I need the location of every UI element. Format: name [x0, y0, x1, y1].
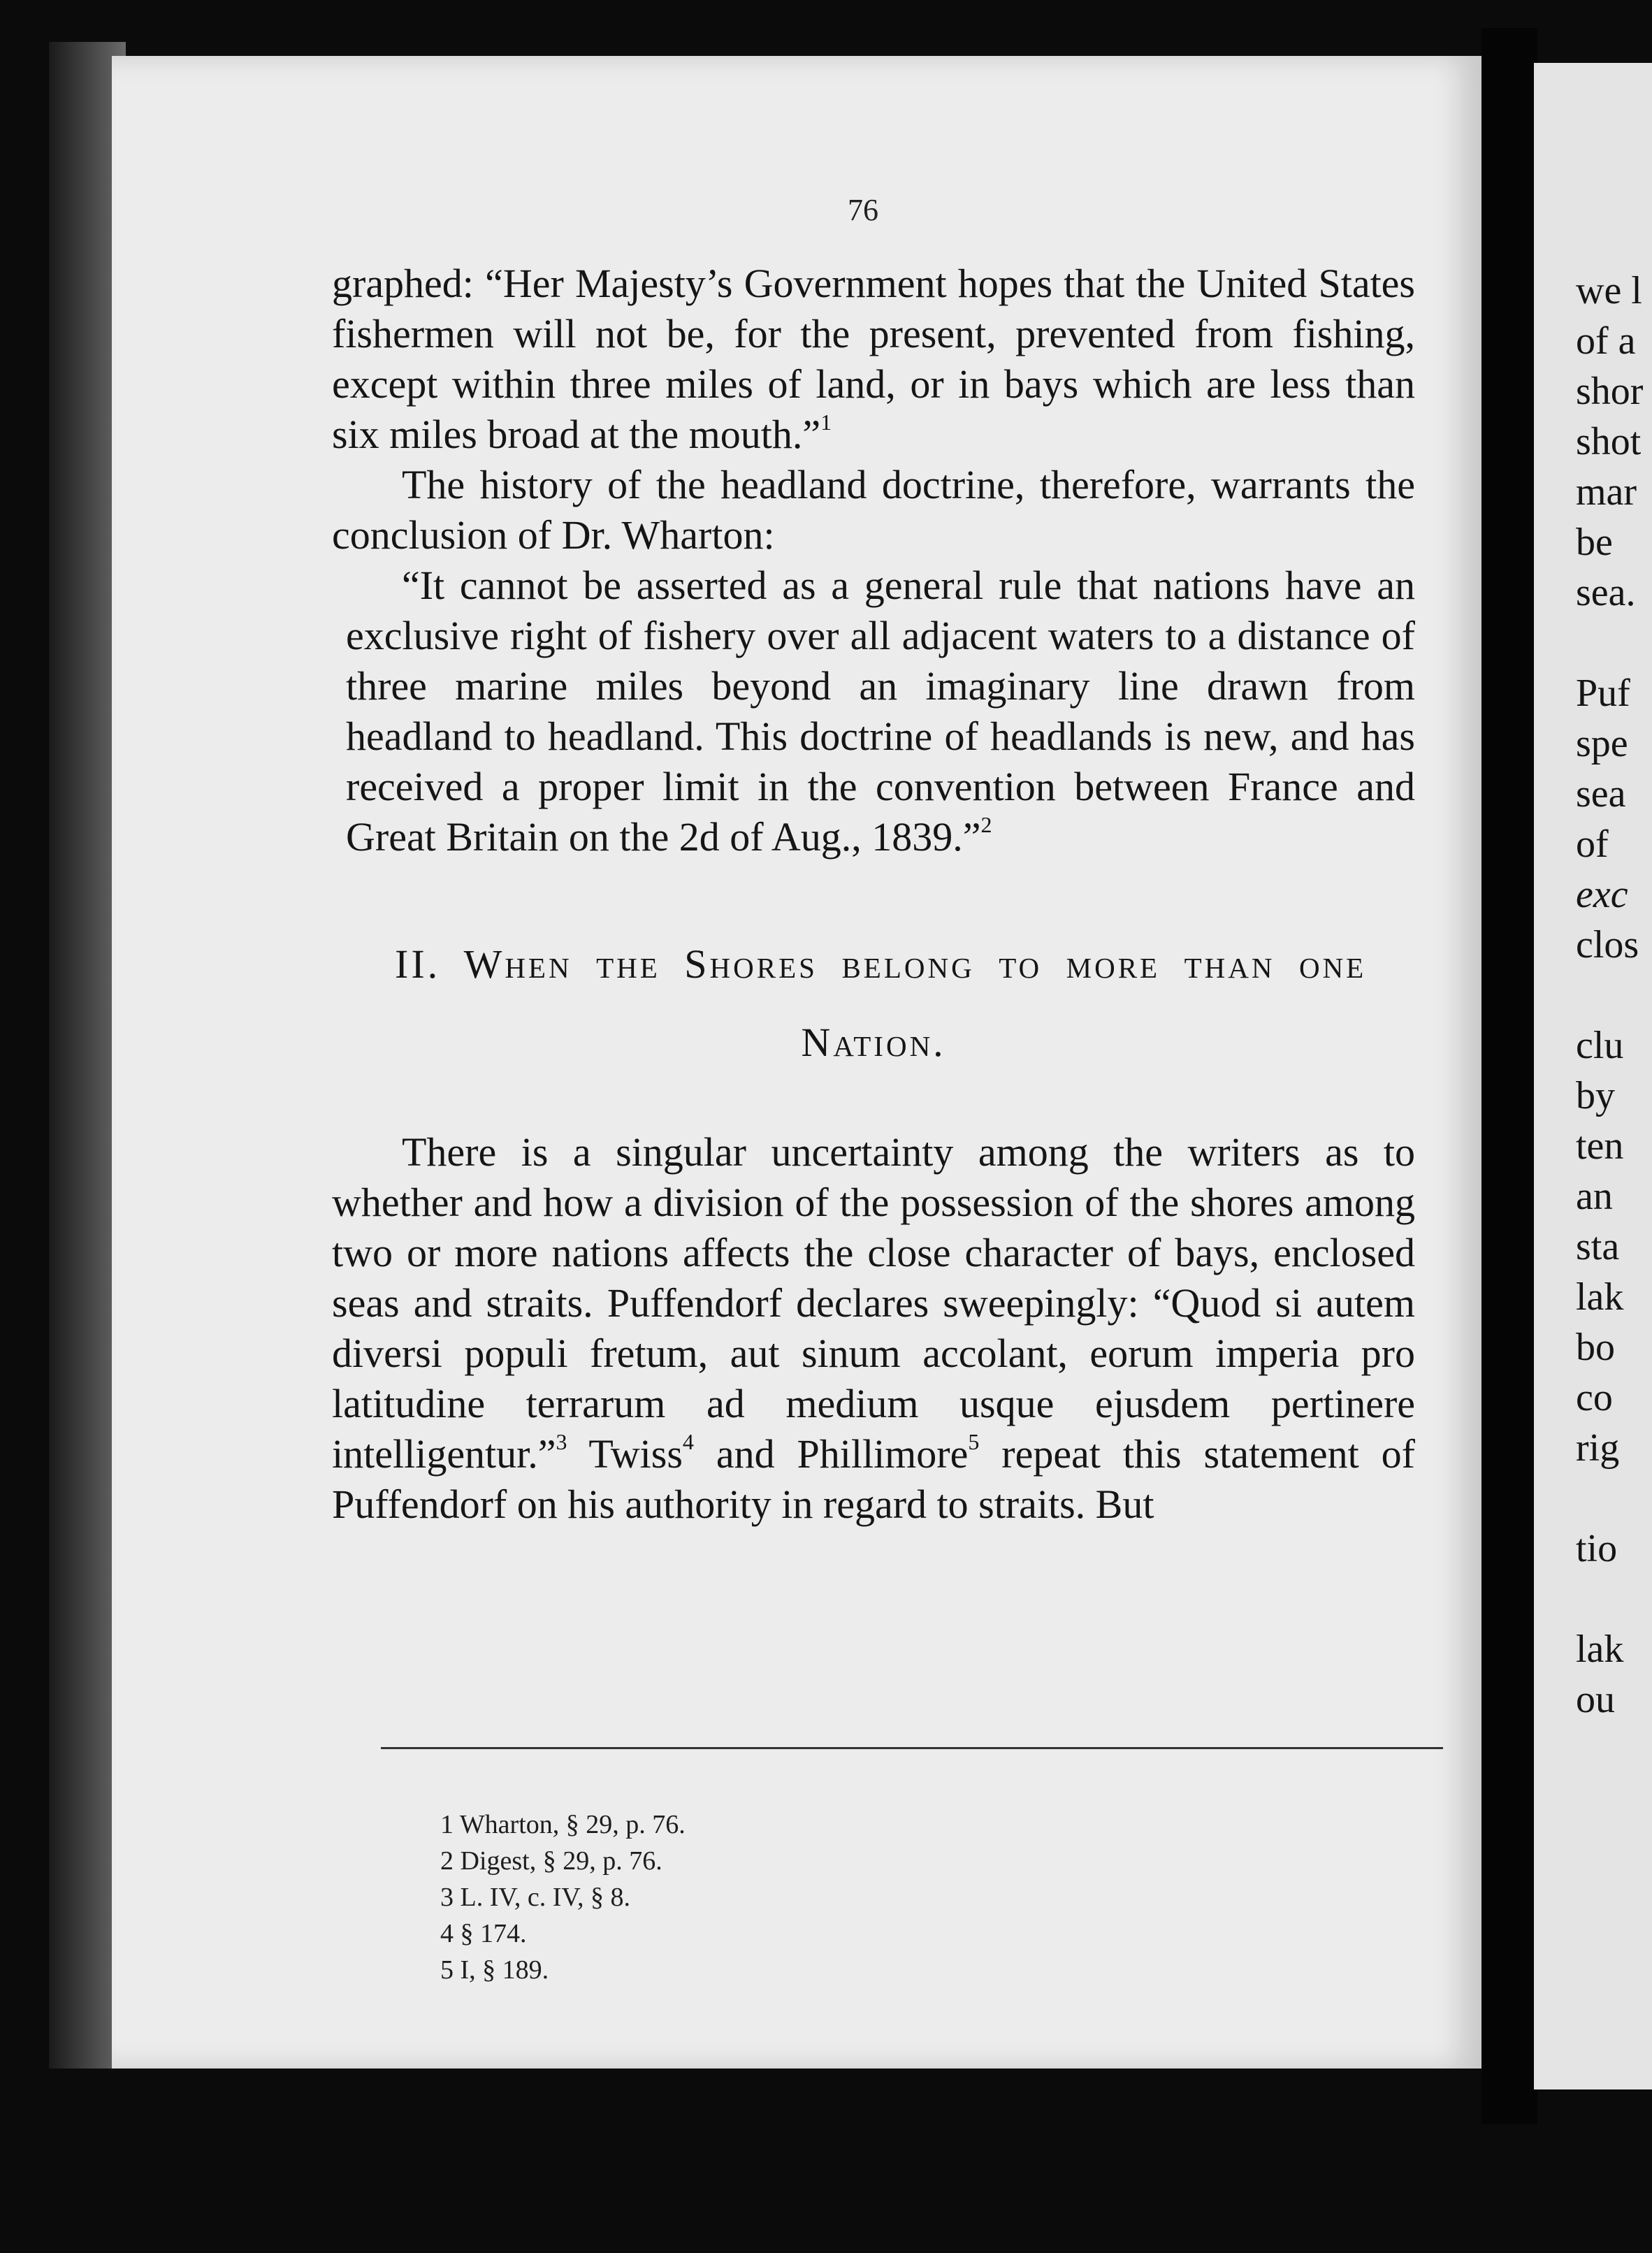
- right-page-line: [1576, 970, 1652, 1020]
- quote-text: “It cannot be asserted as a general rule that nations have an exclusive right of fishery over all adjacent waters to a distance of three marine miles beyond an imaginary line drawn from headland to headland. This doctrine of headlands is new, and has received a proper limit in the convention between France and Great Britain on the 2d of Aug., 1839.”: [346, 563, 1415, 860]
- footnote-ref-1: 1: [820, 410, 832, 435]
- right-page-line: we l: [1576, 269, 1642, 312]
- paragraph-4-text-b: Twiss: [567, 1431, 683, 1477]
- right-page-line: by: [1576, 1074, 1615, 1117]
- right-page-text-fragments: [1576, 266, 1652, 1725]
- right-page-line: bo: [1576, 1326, 1615, 1369]
- footnote-1: 1 Wharton, § 29, p. 76.: [440, 1810, 686, 1839]
- book-gutter: [1481, 28, 1537, 2124]
- right-page-line: an: [1576, 1175, 1613, 1218]
- right-page-line: co: [1576, 1376, 1613, 1419]
- paragraph-4: [332, 1127, 1415, 1530]
- right-page-line: [1576, 1473, 1652, 1523]
- footnote-ref-5: 5: [968, 1429, 980, 1454]
- footnote-ref-3: 3: [556, 1429, 567, 1454]
- section-heading-continued: Nation.: [801, 1020, 946, 1065]
- footnote-divider: [381, 1747, 1443, 1749]
- right-page-line: rig: [1576, 1426, 1620, 1470]
- paragraph-1-text: graphed: “Her Majesty’s Government hopes that the United States fishermen will not be, for the present, prevented from fishing, except within three miles of land, or in bays which are less than six miles broad at the mouth.”: [332, 261, 1415, 457]
- paragraph-4-text-a: There is a singular uncertainty among the writers as to whether and how a division of the possession of the shores among two or more nations affects the close character of bays, enclosed seas and straits. Puffendorf declares sweepingly: “Quod si autem diversi populi fretum, aut sinum accolant, eorum imperia pro latitudine terrarum ad medium usque ejusdem pertinere intelligentur.”: [332, 1129, 1415, 1477]
- paragraph-2: The history of the headland doctrine, therefore, warrants the conclusion of Dr. Wharton:: [332, 462, 1415, 558]
- section-heading: II. When the Shores belong to more than one: [395, 941, 1367, 987]
- body-text: [332, 259, 1415, 1530]
- right-page-line: sea: [1576, 772, 1626, 816]
- right-page-line: shot: [1576, 420, 1642, 463]
- right-page-line: spe: [1576, 722, 1628, 765]
- right-page-line: clos: [1576, 923, 1639, 966]
- right-page-line: mar: [1576, 470, 1637, 514]
- right-page-line: of: [1576, 823, 1609, 866]
- footnote-2: 2 Digest, § 29, p. 76.: [440, 1846, 662, 1876]
- footnote-4: 4 § 174.: [440, 1919, 527, 1948]
- paragraph-4-text-d: repeat this statement of Puffendorf on his authority in regard to straits. But: [332, 1431, 1415, 1527]
- right-page-line: tio: [1576, 1527, 1618, 1570]
- page-number: 76: [848, 193, 878, 227]
- right-page-line: clu: [1576, 1024, 1624, 1067]
- right-page-line: [1576, 618, 1652, 668]
- footnote-ref-2: 2: [980, 812, 992, 837]
- right-page-line: sta: [1576, 1225, 1620, 1268]
- right-page-line: shor: [1576, 370, 1644, 413]
- footnote-5: 5 I, § 189.: [440, 1955, 549, 1985]
- right-page-line: Puf: [1576, 672, 1630, 715]
- right-page-line: lak: [1576, 1275, 1624, 1319]
- right-page-line: of a: [1576, 319, 1636, 363]
- right-page-line: lak: [1576, 1628, 1624, 1671]
- right-page-line: sea.: [1576, 571, 1636, 614]
- right-page-line: ten: [1576, 1124, 1624, 1168]
- paragraph-1: [332, 259, 1415, 460]
- footnote-3: 3 L. IV, c. IV, § 8.: [440, 1883, 630, 1912]
- right-page-line: be: [1576, 521, 1613, 564]
- quote-wharton: [346, 560, 1415, 862]
- footnotes: [440, 1806, 1069, 1988]
- right-page-line: exc: [1576, 873, 1628, 916]
- paragraph-4-text-c: and Phillimore: [693, 1431, 969, 1477]
- right-page-line: [1576, 1574, 1652, 1624]
- footnote-ref-4: 4: [682, 1429, 694, 1454]
- right-page-line: ou: [1576, 1678, 1615, 1721]
